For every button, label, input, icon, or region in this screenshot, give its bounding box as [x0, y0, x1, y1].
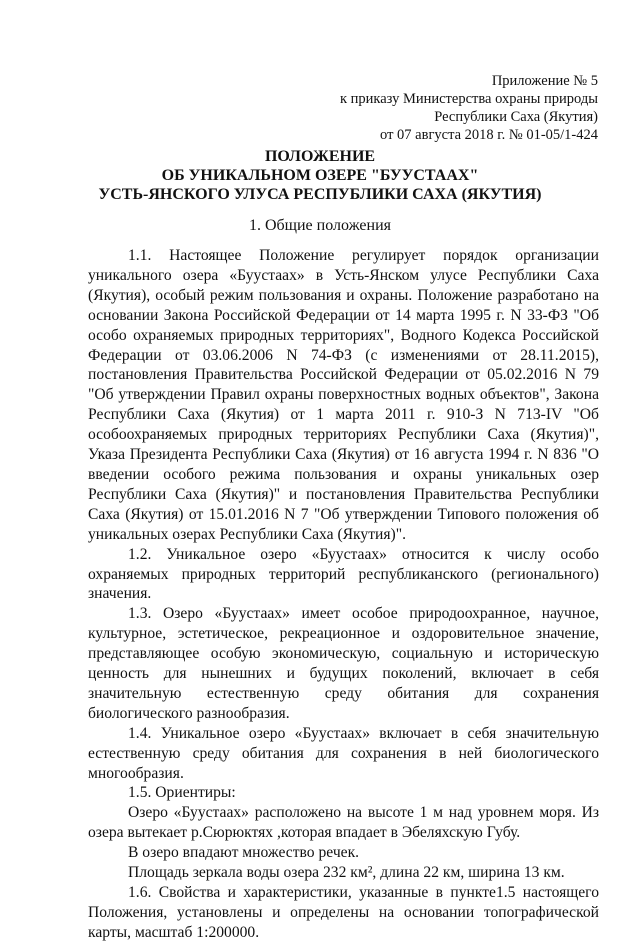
document-body [88, 246, 599, 943]
paragraph-1-2: 1.2. Уникальное озеро «Буустаах» относится к числу особо охраняемых природных территорий республиканского (регионального) значения. [88, 545, 599, 603]
appendix-header [340, 72, 598, 144]
section-heading: 1. Общие положения [248, 217, 392, 234]
order-reference: к приказу Министерства охраны природы [339, 91, 598, 107]
paragraph-rivers: В озеро впадают множество речек. [128, 844, 360, 862]
paragraph-1-3: 1.3. Озеро «Буустаах» имеет особое природоохранное, научное, культурное, эстетическое, рекреационное и оздоровительное значение, представляющее особую экономическую, социальную и историческую ценность для нынешних и будущих поколений, включает в себя значительную естественную среду обитания для сохранения биологического разнообразия. [88, 605, 599, 722]
paragraph-1-4: 1.4. Уникальное озеро «Буустаах» включает в себя значительную естественную среду обитания для сохранения в ней биологического многообразия. [88, 724, 599, 782]
paragraph-1-6: 1.6. Свойства и характеристики, указанные в пункте1.5 настоящего Положения, установлены и определены на основании топографической карты, масштаб 1:200000. [88, 884, 599, 941]
title-line-3: УСТЬ-ЯНСКОГО УЛУСА РЕСПУБЛИКИ САХА (ЯКУТИЯ) [98, 186, 542, 203]
paragraph-1-1: 1.1. Настоящее Положение регулирует порядок организации уникального озера «Буустаах» в Усть-Янском улусе Республики Саха (Якутия), особый режим пользования и охраны. Положение разработано на основании Закона Российской Федерации от 14 марта 1995 г. N 33-ФЗ "Об особо охраняемых природных территориях", Водного Кодекса Российской Федерации от 03.06.2006 N 74-ФЗ (с изменениями от 28.11.2015), постановления Правительства Российской Федерации от 05.02.2016 N 79 "Об утверждении Правил охраны поверхностных водных объектов", Закона Республики Саха (Якутия) от 1 марта 2011 г. 910-З N 713-IV "Об особоохраняемых природных территориях Республики Саха (Якутия)", Указа Президента Республики Саха (Якутия) от 16 августа 1994 г. N 836 "О введении особого режима пользования и охраны уникальных озер Республики Саха (Якутия)" и постановления Правительства Республики Саха (Якутия) от 15.01.2016 N 7 "Об утверждении Типового положения об уникальных озерах Республики Саха (Якутия)". [88, 247, 599, 543]
republic-name: Республики Саха (Якутия) [434, 109, 598, 125]
title-line-2: ОБ УНИКАЛЬНОМ ОЗЕРЕ "БУУСТААХ" [161, 167, 479, 184]
paragraph-lake-area: Площадь зеркала воды озера 232 км², длина 22 км, ширина 13 км. [128, 864, 565, 882]
paragraph-lake-location: Озеро «Буустаах» расположено на высоте 1 м над уровнем моря. Из озера вытекает р.Сюрюктях ,которая впадает в Эбеляхскую Губу. [88, 804, 599, 842]
appendix-number: Приложение № 5 [491, 73, 598, 89]
paragraph-1-5: 1.5. Ориентиры: [128, 784, 236, 802]
document-title [0, 147, 640, 204]
order-date: от 07 августа 2018 г. № 01-05/1-424 [380, 127, 598, 143]
title-line-1: ПОЛОЖЕНИЕ [264, 148, 376, 165]
